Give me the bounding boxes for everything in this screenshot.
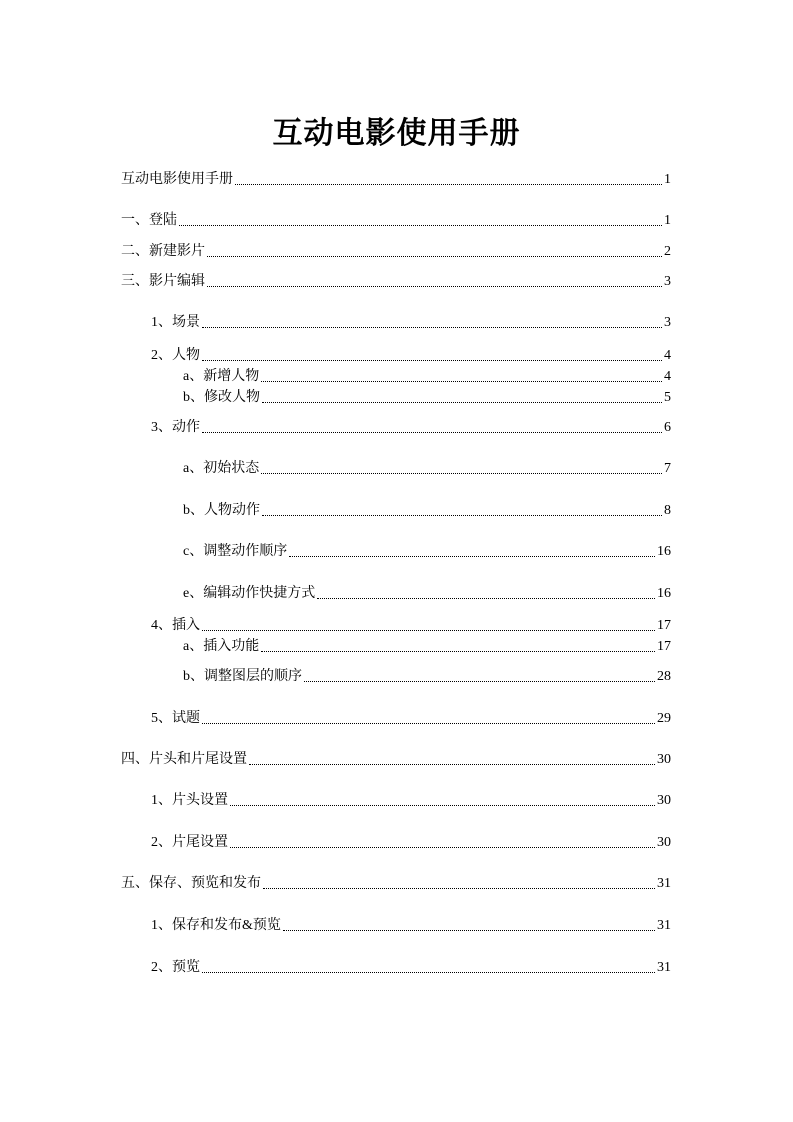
toc-entry-page: 7 (664, 461, 671, 476)
toc-entry[interactable] (121, 751, 671, 769)
toc-entry-page: 17 (657, 639, 671, 654)
toc-entry-page: 29 (657, 711, 671, 726)
dot-leader (202, 972, 655, 973)
toc-entry-page: 30 (657, 793, 671, 808)
toc-entry-label: 三、影片编辑 (121, 274, 205, 289)
toc-entry-label: a、插入功能 (183, 639, 260, 654)
toc-entry-label: c、调整动作顺序 (183, 544, 288, 559)
toc-entry-label: 2、片尾设置 (151, 835, 228, 850)
dot-leader (202, 432, 662, 433)
toc-entry[interactable] (121, 171, 671, 189)
toc-entry-page: 6 (664, 420, 671, 435)
toc-entry[interactable] (151, 710, 671, 728)
toc-entry-label: 3、动作 (151, 420, 200, 435)
toc-entry[interactable] (121, 273, 671, 291)
dot-leader (202, 723, 655, 724)
toc-entry-label: a、初始状态 (183, 461, 260, 476)
toc-entry[interactable] (151, 419, 671, 437)
dot-leader (207, 256, 662, 257)
toc-entry-page: 30 (657, 752, 671, 767)
toc-entry-page: 28 (657, 669, 671, 684)
toc-entry[interactable] (151, 792, 671, 810)
toc-entry-label: 5、试题 (151, 711, 200, 726)
dot-leader (235, 184, 662, 185)
toc-entry-label: 五、保存、预览和发布 (121, 876, 261, 891)
toc-entry-label: 1、场景 (151, 315, 200, 330)
dot-leader (283, 930, 655, 931)
toc-entry-label: b、修改人物 (183, 390, 260, 405)
document-title: 互动电影使用手册 (272, 117, 521, 150)
toc-entry[interactable] (183, 585, 671, 603)
dot-leader (230, 805, 655, 806)
dot-leader (202, 630, 655, 631)
toc-entry-label: a、新增人物 (183, 369, 260, 384)
toc-entry[interactable] (183, 460, 671, 478)
dot-leader (261, 381, 662, 382)
toc-entry[interactable] (183, 368, 671, 386)
toc-entry-page: 4 (664, 348, 671, 363)
dot-leader (202, 360, 662, 361)
toc-entry-page: 5 (664, 390, 671, 405)
dot-leader (289, 556, 655, 557)
dot-leader (202, 327, 662, 328)
toc-entry[interactable] (151, 834, 671, 852)
toc-entry[interactable] (183, 638, 671, 656)
toc-entry-label: 二、新建影片 (121, 244, 205, 259)
toc-entry-label: e、编辑动作快捷方式 (183, 586, 316, 601)
toc-entry-label: 四、片头和片尾设置 (121, 752, 247, 767)
toc-entry[interactable] (183, 502, 671, 520)
toc-entry-page: 8 (664, 503, 671, 518)
toc-entry-page: 1 (664, 213, 671, 228)
toc-entry-page: 31 (657, 918, 671, 933)
toc-entry-label: 1、片头设置 (151, 793, 228, 808)
toc-entry[interactable] (121, 243, 671, 261)
dot-leader (262, 402, 662, 403)
toc-entry[interactable] (121, 875, 671, 893)
toc-entry-label: 4、插入 (151, 618, 200, 633)
toc-entry-page: 17 (657, 618, 671, 633)
toc-entry[interactable] (151, 617, 671, 635)
toc-entry-page: 31 (657, 960, 671, 975)
toc-entry-label: b、调整图层的顺序 (183, 669, 302, 684)
toc-entry-page: 30 (657, 835, 671, 850)
toc-entry-label: 互动电影使用手册 (121, 172, 233, 187)
toc-entry-page: 16 (657, 586, 671, 601)
dot-leader (230, 847, 655, 848)
toc-entry-page: 3 (664, 274, 671, 289)
dot-leader (207, 286, 662, 287)
toc-entry-page: 1 (664, 172, 671, 187)
toc-entry[interactable] (183, 668, 671, 686)
dot-leader (263, 888, 655, 889)
dot-leader (179, 225, 662, 226)
dot-leader (304, 681, 655, 682)
dot-leader (249, 764, 655, 765)
toc-entry[interactable] (121, 212, 671, 230)
dot-leader (262, 515, 662, 516)
dot-leader (261, 651, 655, 652)
toc-entry-label: 1、保存和发布&预览 (151, 918, 281, 933)
toc-entry-label: b、人物动作 (183, 503, 260, 518)
toc-entry-label: 2、预览 (151, 960, 200, 975)
toc-entry-label: 一、登陆 (121, 213, 177, 228)
toc-entry-page: 2 (664, 244, 671, 259)
toc-entry-page: 3 (664, 315, 671, 330)
toc-entry-label: 2、人物 (151, 348, 200, 363)
dot-leader (317, 598, 655, 599)
toc-entry-page: 16 (657, 544, 671, 559)
toc-entry-page: 4 (664, 369, 671, 384)
toc-entry[interactable] (183, 389, 671, 407)
toc-entry[interactable] (151, 959, 671, 977)
toc-entry[interactable] (183, 543, 671, 561)
toc-entry[interactable] (151, 347, 671, 365)
toc-entry-page: 31 (657, 876, 671, 891)
dot-leader (261, 473, 662, 474)
toc-entry[interactable] (151, 917, 671, 935)
toc-entry[interactable] (151, 314, 671, 332)
